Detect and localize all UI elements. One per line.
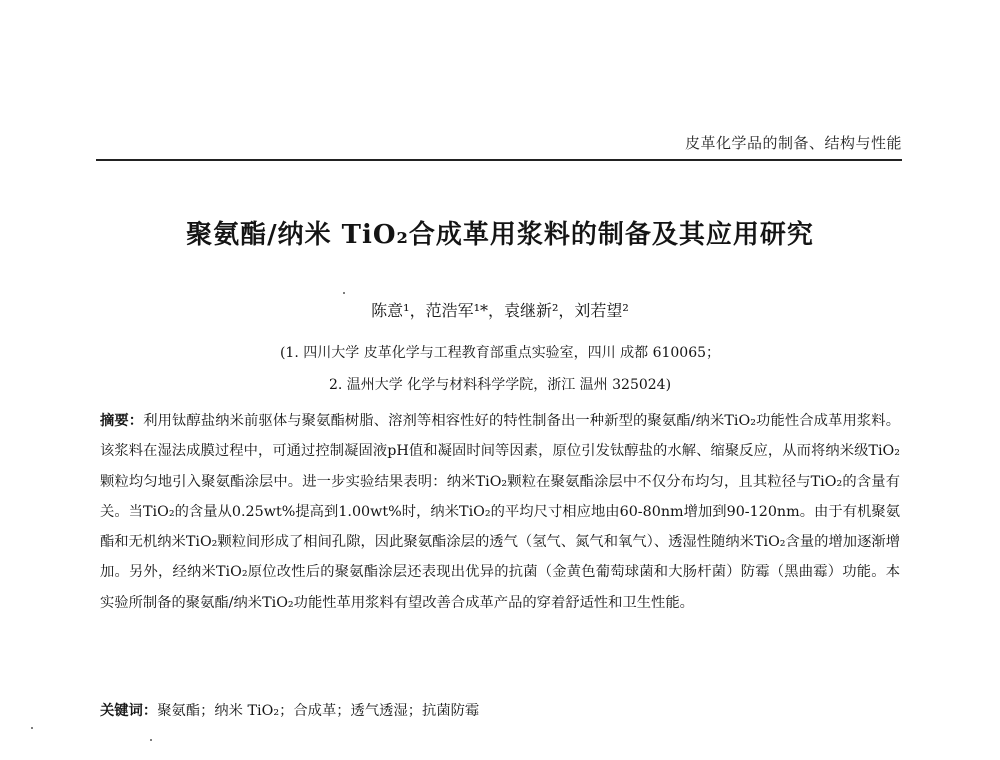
keywords [100, 700, 900, 720]
keywords-label: 关键词： [100, 703, 158, 719]
header-rule [96, 159, 902, 161]
abstract-label: 摘要： [100, 413, 144, 429]
scan-speck [31, 727, 33, 729]
affiliation-2: 2. 温州大学 化学与材料科学学院，浙江 温州 325024) [328, 377, 672, 393]
running-header: 皮革化学品的制备、结构与性能 [684, 134, 902, 152]
abstract-text: 利用钛醇盐纳米前驱体与聚氨酯树脂、溶剂等相容性好的特性制备出一种新型的聚氨酯/纳米TiO₂功能性合成革用浆料。该浆料在湿法成膜过程中，可通过控制凝固液pH值和凝固时间等因素，原位引发钛醇盐的水解、缩聚反应，从而将纳米级TiO₂颗粒均匀地引入聚氨酯涂层中。进一步实验结果表明：纳米TiO₂颗粒在聚氨酯涂层中不仅分布均匀，且其粒径与TiO₂的含量有关。当TiO₂的含量从0.25wt%提高到1.00wt%时，纳米TiO₂的平均尺寸相应地由60-80nm增加到90-120nm。由于有机聚氨酯和无机纳米TiO₂颗粒间形成了相间孔隙，因此聚氨酯涂层的透气（氢气、氮气和氧气）、透湿性随纳米TiO₂含量的增加逐渐增加。另外，经纳米TiO₂原位改性后的聚氨酯涂层还表现出优异的抗菌（金黄色葡萄球菌和大肠杆菌）防霉（黑曲霉）功能。本实验所制备的聚氨酯/纳米TiO₂功能性革用浆料有望改善合成革产品的穿着舒适性和卫生性能。 [100, 413, 900, 611]
paper-title: 聚氨酯/纳米 TiO₂合成革用浆料的制备及其应用研究 [186, 220, 814, 250]
affiliation-1: (1. 四川大学 皮革化学与工程教育部重点实验室，四川 成都 610065； [279, 345, 721, 361]
scan-speck [343, 292, 345, 294]
scan-speck [150, 739, 152, 741]
abstract [100, 406, 900, 618]
keywords-text: 聚氨酯；纳米 TiO₂；合成革；透气透湿；抗菌防霉 [157, 703, 480, 719]
author-list: 陈意¹，范浩军¹*，袁继新²，刘若望² [371, 301, 629, 320]
